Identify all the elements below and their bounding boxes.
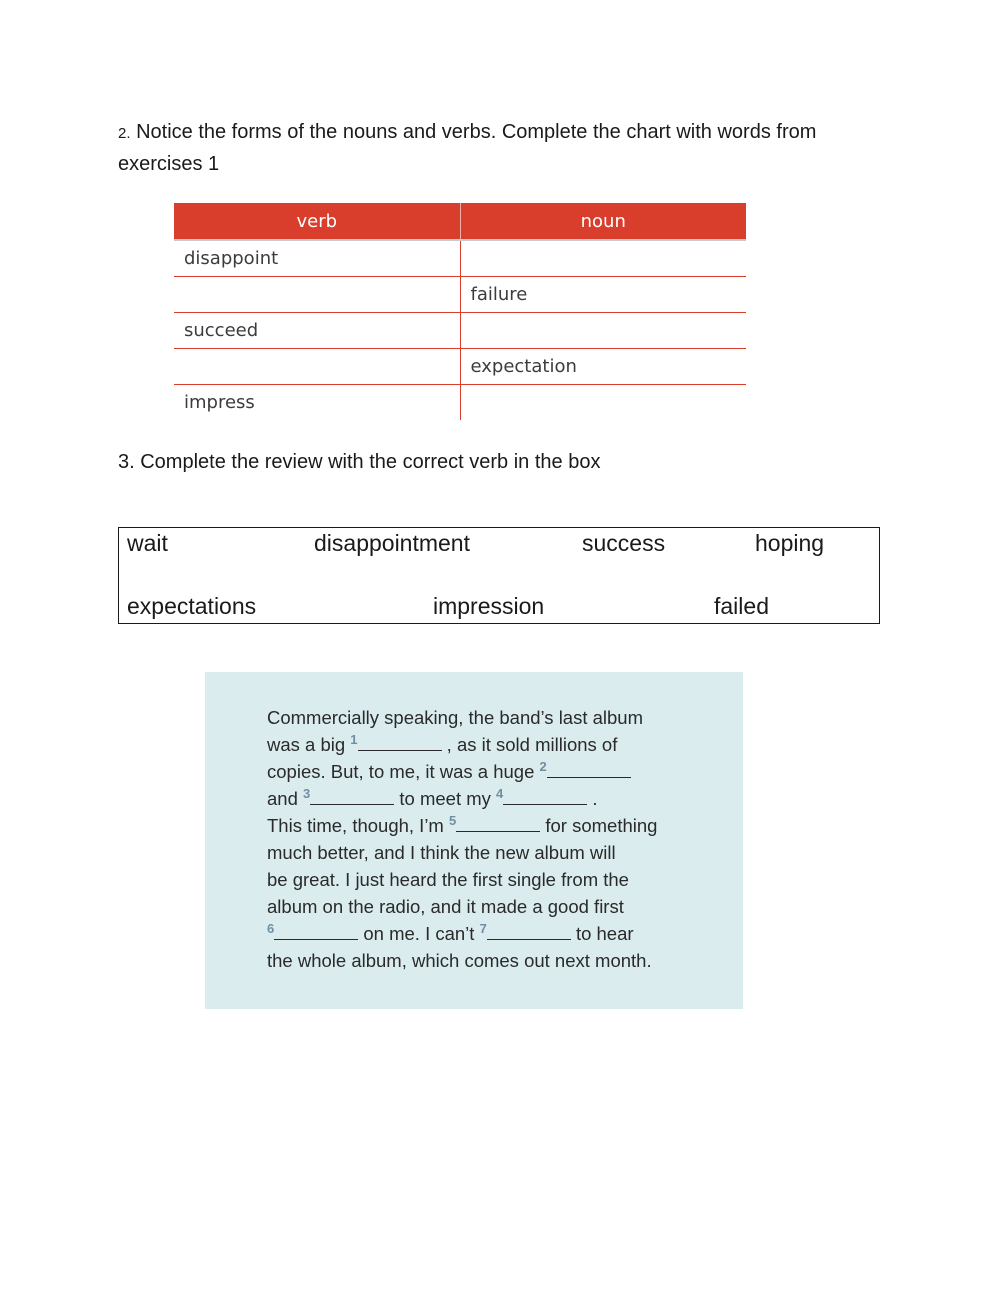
exercise-2-text: Notice the forms of the nouns and verbs. Complete the chart with words from exercises 1	[118, 121, 817, 175]
word-box-item[interactable]: impression	[433, 593, 545, 619]
review-line	[267, 893, 737, 920]
chart-row	[174, 349, 746, 385]
chart-cell-verb[interactable]: impress	[184, 392, 255, 413]
chart-row	[174, 385, 746, 421]
review-text-segment: , as it sold millions of	[441, 734, 618, 755]
chart-cell-noun[interactable]	[460, 313, 746, 349]
review-text-segment: was a big	[267, 734, 351, 755]
review-text	[267, 704, 737, 974]
answer-gap-2[interactable]	[547, 763, 631, 778]
review-line	[267, 839, 737, 866]
answer-gap-7[interactable]	[487, 925, 571, 940]
gap-number: 4	[496, 786, 504, 801]
gap-number: 6	[267, 921, 275, 936]
chart-cell-verb[interactable]	[174, 349, 460, 385]
chart-cell-noun[interactable]	[460, 240, 746, 277]
review-text-segment: to meet my	[394, 788, 497, 809]
gap-number: 7	[479, 921, 487, 936]
answer-gap-1[interactable]	[358, 736, 442, 751]
review-line	[267, 920, 737, 947]
review-text-segment: and	[267, 788, 304, 809]
gap-number: 2	[539, 759, 547, 774]
chart-row	[174, 240, 746, 277]
word-box-item[interactable]: expectations	[127, 593, 257, 619]
chart-header-noun: noun	[460, 203, 746, 240]
review-line	[267, 866, 737, 893]
word-box-item[interactable]: failed	[714, 593, 769, 619]
review-text-segment: This time, though, I’m	[267, 815, 449, 836]
review-text-segment: be great. I just heard the first single from the	[267, 869, 629, 890]
review-text-segment: Commercially speaking, the band’s last album	[267, 707, 644, 728]
exercise-2-number: 2.	[118, 125, 131, 142]
answer-gap-4[interactable]	[503, 790, 587, 805]
chart-cell-noun[interactable]: expectation	[460, 349, 746, 385]
review-text-segment: copies. But, to me, it was a huge	[267, 761, 540, 782]
chart-cell-verb[interactable]	[174, 277, 460, 313]
review-text-segment: much better, and I think the new album will	[267, 842, 616, 863]
chart-header-verb: verb	[174, 203, 460, 240]
gap-number: 3	[303, 786, 311, 801]
chart-row	[174, 313, 746, 349]
review-line	[267, 947, 737, 974]
review-line	[267, 758, 737, 785]
review-text-segment: on me. I can’t	[358, 923, 480, 944]
review-panel	[205, 672, 743, 1009]
review-line	[267, 731, 737, 758]
review-text-segment: to hear	[570, 923, 634, 944]
chart-cell-noun[interactable]: failure	[460, 277, 746, 313]
exercise-2-instruction	[118, 117, 898, 179]
word-box-item[interactable]: hoping	[755, 530, 825, 556]
review-line	[267, 704, 737, 731]
answer-gap-6[interactable]	[274, 925, 358, 940]
answer-gap-3[interactable]	[310, 790, 394, 805]
word-box-item[interactable]: success	[582, 530, 666, 556]
review-text-segment: the whole album, which comes out next month.	[267, 950, 652, 971]
gap-number: 5	[448, 813, 457, 828]
word-box	[118, 527, 880, 624]
review-text-segment: for something	[540, 815, 658, 836]
review-line	[267, 812, 737, 839]
chart-header-row	[174, 203, 746, 240]
verb-noun-chart	[174, 203, 746, 420]
chart-row	[174, 277, 746, 313]
gap-number: 1	[350, 732, 358, 747]
review-text-segment: .	[587, 788, 598, 809]
chart-cell-verb[interactable]: succeed	[174, 313, 460, 349]
review-text-segment: album on the radio, and it made a good first	[267, 896, 624, 917]
exercise-3-instruction: 3. Complete the review with the correct verb in the box	[118, 451, 601, 473]
chart-cell-verb[interactable]: disappoint	[174, 240, 460, 277]
word-box-item[interactable]: disappointment	[314, 530, 470, 556]
chart-cell-noun[interactable]	[460, 385, 746, 421]
review-line	[267, 785, 737, 812]
answer-gap-5[interactable]	[456, 817, 540, 832]
word-box-item[interactable]: wait	[127, 530, 168, 556]
